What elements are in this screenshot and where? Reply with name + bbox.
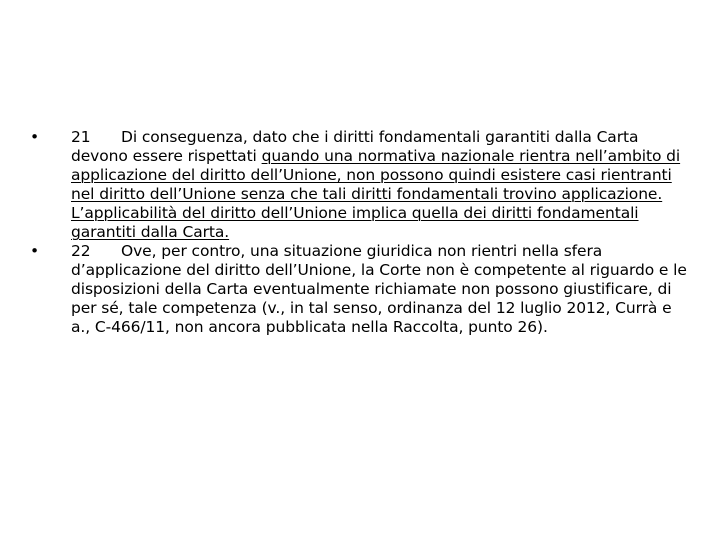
paragraph-text-underlined: quando una normativa nazionale rientra nell’ambito di applicazione del diritto dell’Unione, non possono quindi esistere casi rientranti nel diritto dell’Unione senza che tali diritti fondamentali trovino applicazione. L’applicabilità del diritto dell’Unione implica quella dei diritti fondamentali garantiti dalla Carta. xyxy=(71,147,681,241)
paragraph-text: Di conseguenza, dato che i diritti fondamentali garantiti dalla Carta devono essere rispettati xyxy=(71,128,639,165)
list-item-22 xyxy=(30,242,690,337)
paragraph-text: Ove, per contro, una situazione giuridica non rientri nella sfera d’applicazione del diritto dell’Unione, la Corte non è competente al riguardo e le disposizioni della Carta eventualmente richiamate non possono giustificare, di per sé, tale competenza (v., in tal senso, ordinanza del 12 luglio 2012, Currà e a., C‑466/11, non ancora pubblicata nella Raccolta, punto 26). xyxy=(71,242,687,336)
paragraph-list xyxy=(30,128,690,337)
list-item-21 xyxy=(30,128,690,242)
paragraph-number: 21 xyxy=(71,128,91,146)
bullet: • xyxy=(30,242,40,260)
paragraph-number: 22 xyxy=(71,242,91,260)
bullet: • xyxy=(30,128,40,146)
